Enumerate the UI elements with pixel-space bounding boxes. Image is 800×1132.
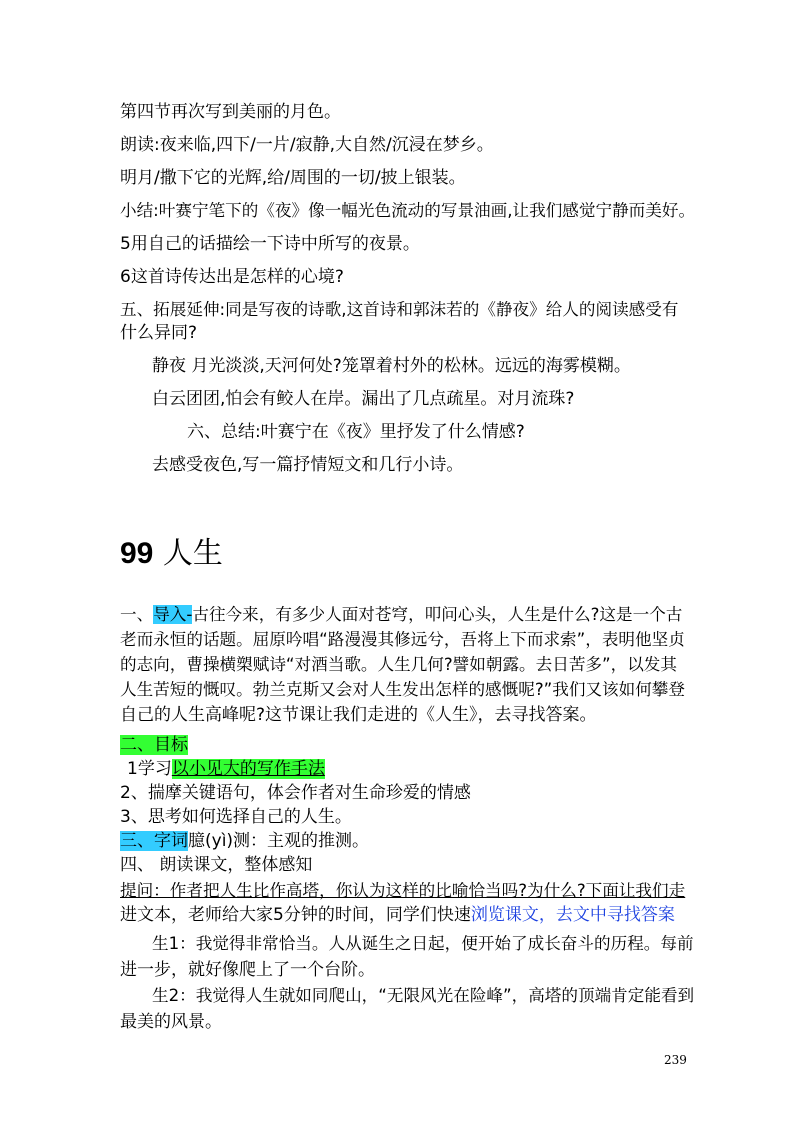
- text-line: 6这首诗传达出是怎样的心境?: [120, 267, 344, 287]
- student-2-line-2: 最美的风景。: [120, 1012, 222, 1032]
- student-1-line: 生1：我觉得非常恰当。人从诞生之日起，便开始了成长奋斗的历程。每前: [152, 934, 694, 953]
- vocab-line: [120, 830, 369, 852]
- text-line: 老而永恒的话题。屈原吟唱“路漫漫其修远兮，吾将上下而求索”，表明他坚贞: [120, 630, 685, 649]
- text-line: 明月/撒下它的光辉,给/周围的一切/披上银装。: [120, 168, 466, 188]
- goal-header: [120, 734, 188, 756]
- text-line: 什么异同?: [120, 323, 198, 343]
- text-line: 五、拓展延伸:同是写夜的诗歌,这首诗和郭沫若的《静夜》给人的阅读感受有: [120, 300, 679, 319]
- read-header: 四、 朗读课文，整体感知: [120, 855, 313, 875]
- text-line: 自己的人生高峰呢?这节课让我们走进的《人生》，去寻找答案。: [120, 705, 597, 725]
- text-line: 白云团团,怕会有鲛人在岸。漏出了几点疏星。对月流珠?: [152, 389, 575, 409]
- student-2-line: 生2：我觉得人生就如同爬山，“无限风光在险峰”，高塔的顶端肯定能看到: [152, 986, 695, 1005]
- text-line: 的志向，曹操横槊赋诗“对酒当歌。人生几何?譬如朝露。去日苦多”，以发其: [120, 655, 677, 674]
- goal-3: 3、思考如何选择自己的人生。: [120, 807, 352, 827]
- goal-header-label: 二、目标: [120, 735, 188, 755]
- question-line-2: [120, 904, 675, 926]
- goal-2: 2、揣摩关键语句，体会作者对生命珍爱的情感: [120, 783, 471, 803]
- text-line: 静夜 月光淡淡,天河何处?笼罩着村外的松林。远远的海雾模糊。: [152, 356, 631, 376]
- goal-1-highlight: 以小见大的写作手法: [171, 759, 325, 779]
- intro-prefix: 一、: [120, 605, 154, 624]
- vocab-label: 三、字词: [120, 831, 188, 851]
- text-line: 去感受夜色,写一篇抒情短文和几行小诗。: [152, 455, 464, 475]
- goal-1: [127, 758, 325, 780]
- student-1-line-2: 进一步，就好像爬上了一个台阶。: [120, 960, 375, 980]
- text-line: 朗读:夜来临,四下/一片/寂静,大自然/沉浸在梦乡。: [120, 135, 494, 155]
- text-line: 小结:叶赛宁笔下的《夜》像一幅光色流动的写景油画,让我们感觉宁静而美好。: [120, 201, 696, 220]
- section-title: [120, 534, 223, 574]
- question-emphasis: 浏览课文，去文中寻找答案: [470, 905, 675, 925]
- title-text: 人生: [153, 536, 223, 571]
- question-text: 进文本，老师给大家5分钟的时间，同学们快速: [120, 905, 471, 925]
- intro-text: 古往今来，有多少人面对苍穹，叩问心头，人生是什么?这是一个古: [192, 605, 683, 624]
- text-line: 人生苦短的慨叹。勃兰克斯又会对人生发出怎样的感慨呢?”我们又该如何攀登: [120, 680, 685, 699]
- text-line: 六、总结:叶赛宁在《夜》里抒发了什么情感?: [187, 422, 525, 442]
- goal-1-prefix: 1学习: [127, 759, 172, 779]
- vocab-text: 臆(yì)测：主观的推测。: [188, 831, 370, 851]
- page-number: 239: [664, 1053, 687, 1067]
- intro-label: 导入-: [153, 605, 193, 624]
- text-line: 第四节再次写到美丽的月色。: [120, 102, 341, 122]
- question-line: 提问：作者把人生比作高塔，你认为这样的比喻恰当吗?为什么?下面让我们走: [120, 881, 686, 900]
- text-line: 5用自己的话描绘一下诗中所写的夜景。: [120, 234, 420, 254]
- intro-line: [120, 604, 682, 626]
- title-number: 99: [120, 537, 154, 570]
